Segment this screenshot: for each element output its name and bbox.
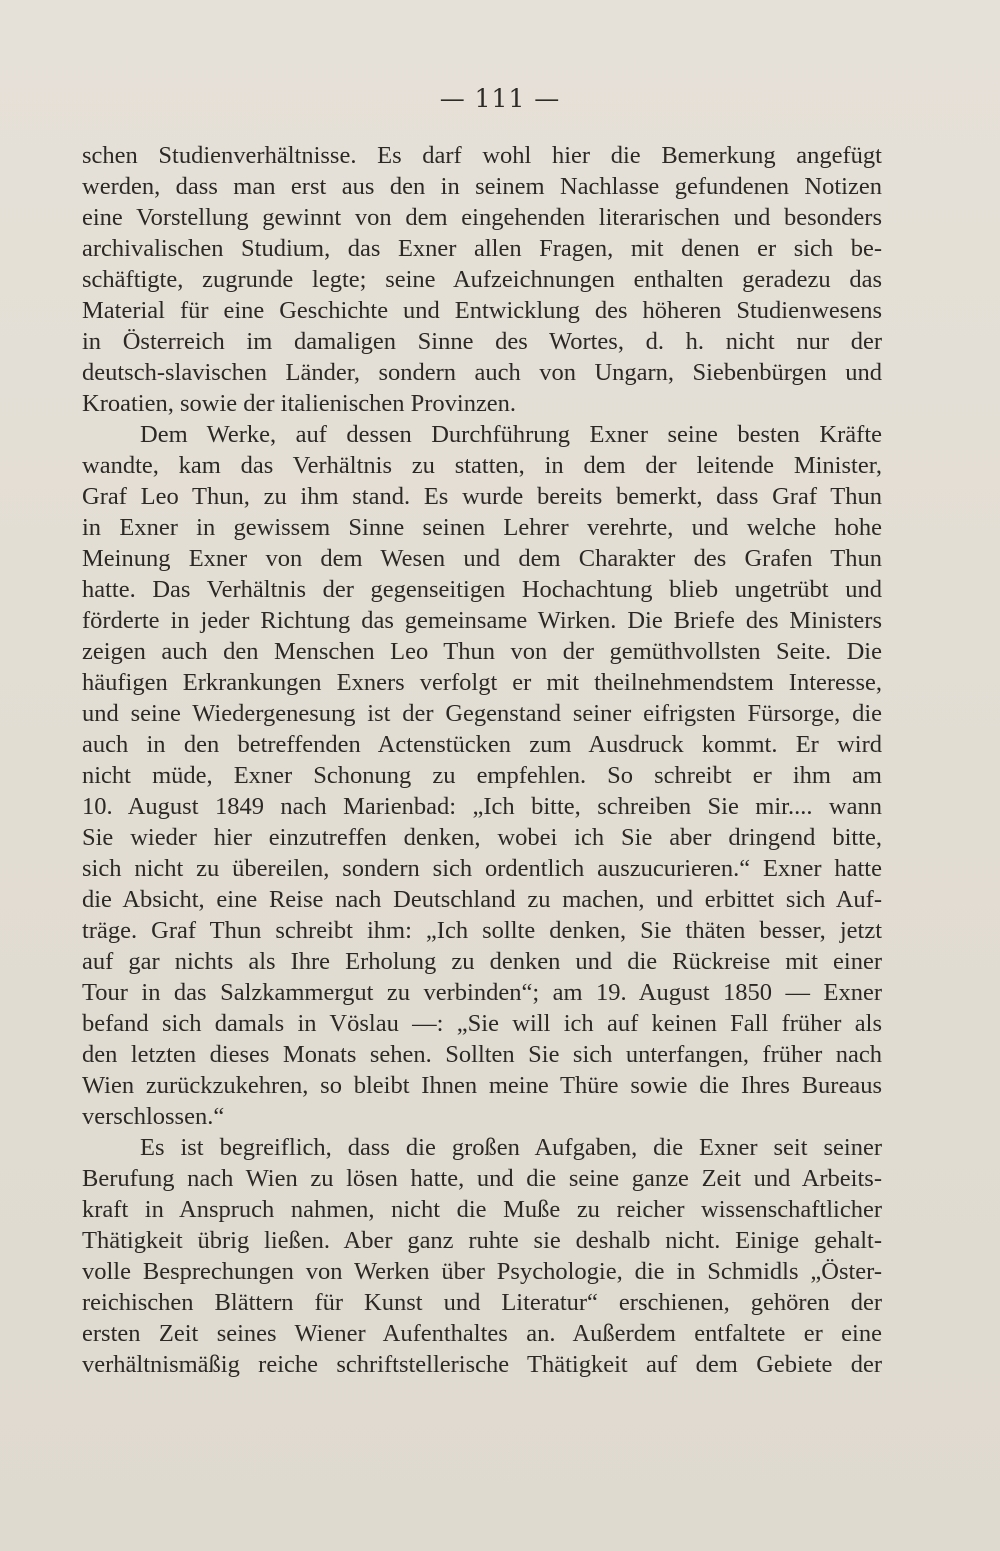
body-text	[82, 140, 882, 1380]
paragraph	[82, 419, 882, 1132]
text-line: die Absicht, eine Reise nach Deutschland zu machen, und erbittet sich Auf-	[82, 886, 882, 913]
text-line: Meinung Exner von dem Wesen und dem Charakter des Grafen Thun	[82, 545, 882, 572]
text-line: reichischen Blättern für Kunst und Literatur“ erschienen, gehören der	[82, 1289, 882, 1316]
text-line: archivalischen Studium, das Exner allen Fragen, mit denen er sich be-	[82, 235, 882, 262]
text-line: auf gar nichts als Ihre Erholung zu denken und die Rückreise mit einer	[82, 948, 882, 975]
paragraph	[82, 1132, 882, 1380]
page-number: — 111 —	[439, 84, 561, 113]
text-line: sich nicht zu übereilen, sondern sich ordentlich auszucurieren.“ Exner hatte	[82, 855, 882, 882]
text-line: in Exner in gewissem Sinne seinen Lehrer verehrte, und welche hohe	[82, 514, 882, 541]
text-line: in Österreich im damaligen Sinne des Wortes, d. h. nicht nur der	[82, 328, 882, 355]
text-line: schen Studienverhältnisse. Es darf wohl hier die Bemerkung angefügt	[82, 142, 882, 169]
text-line: den letzten dieses Monats sehen. Sollten Sie sich unterfangen, früher nach	[82, 1041, 882, 1068]
text-line: 10. August 1849 nach Marienbad: „Ich bitte, schreiben Sie mir.... wann	[82, 793, 882, 820]
text-line: Dem Werke, auf dessen Durchführung Exner seine besten Kräfte	[140, 421, 882, 448]
text-line: träge. Graf Thun schreibt ihm: „Ich sollte denken, Sie thäten besser, jetzt	[82, 917, 882, 944]
text-line: häufigen Erkrankungen Exners verfolgt er mit theilnehmendstem Interesse,	[82, 669, 882, 696]
text-line: Tour in das Salzkammergut zu verbinden“; am 19. August 1850 — Exner	[82, 979, 882, 1006]
text-line: hatte. Das Verhältnis der gegenseitigen Hochachtung blieb ungetrübt und	[82, 576, 882, 603]
text-line: Graf Leo Thun, zu ihm stand. Es wurde bereits bemerkt, dass Graf Thun	[82, 483, 882, 510]
text-line: befand sich damals in Vöslau —: „Sie will ich auf keinen Fall früher als	[82, 1010, 882, 1037]
text-line: zeigen auch den Menschen Leo Thun von der gemüthvollsten Seite. Die	[82, 638, 882, 665]
text-line: Wien zurückzukehren, so bleibt Ihnen meine Thüre sowie die Ihres Bureaus	[82, 1072, 882, 1099]
text-line: nicht müde, Exner Schonung zu empfehlen. So schreibt er ihm am	[82, 762, 882, 789]
text-line: volle Besprechungen von Werken über Psychologie, die in Schmidls „Öster-	[82, 1258, 882, 1285]
text-line: werden, dass man erst aus den in seinem Nachlasse gefundenen Notizen	[82, 173, 882, 200]
paragraph	[82, 140, 882, 419]
text-line: Sie wieder hier einzutreffen denken, wobei ich Sie aber dringend bitte,	[82, 824, 882, 851]
text-line: eine Vorstellung gewinnt von dem eingehenden literarischen und besonders	[82, 204, 882, 231]
text-line: förderte in jeder Richtung das gemeinsame Wirken. Die Briefe des Ministers	[82, 607, 882, 634]
text-line: Thätigkeit übrig ließen. Aber ganz ruhte sie deshalb nicht. Einige gehalt-	[82, 1227, 882, 1254]
text-line: wandte, kam das Verhältnis zu statten, in dem der leitende Minister,	[82, 452, 882, 479]
text-line: schäftigte, zugrunde legte; seine Aufzeichnungen enthalten geradezu das	[82, 266, 882, 293]
text-line: verschlossen.“	[82, 1103, 225, 1130]
text-line: Kroatien, sowie der italienischen Provinzen.	[82, 390, 517, 417]
text-line: ersten Zeit seines Wiener Aufenthaltes an. Außerdem entfaltete er eine	[82, 1320, 882, 1347]
text-line: deutsch-slavischen Länder, sondern auch von Ungarn, Siebenbürgen und	[82, 359, 882, 386]
text-line: auch in den betreffenden Actenstücken zum Ausdruck kommt. Er wird	[82, 731, 882, 758]
text-line: kraft in Anspruch nahmen, nicht die Muße zu reicher wissenschaftlicher	[82, 1196, 882, 1223]
text-line: Es ist begreiflich, dass die großen Aufgaben, die Exner seit seiner	[140, 1134, 882, 1161]
text-line: und seine Wiedergenesung ist der Gegenstand seiner eifrigsten Fürsorge, die	[82, 700, 882, 727]
text-line: Berufung nach Wien zu lösen hatte, und die seine ganze Zeit und Arbeits-	[82, 1165, 882, 1192]
text-line: Material für eine Geschichte und Entwicklung des höheren Studienwesens	[82, 297, 882, 324]
text-line: verhältnismäßig reiche schriftstellerische Thätigkeit auf dem Gebiete der	[82, 1351, 882, 1378]
